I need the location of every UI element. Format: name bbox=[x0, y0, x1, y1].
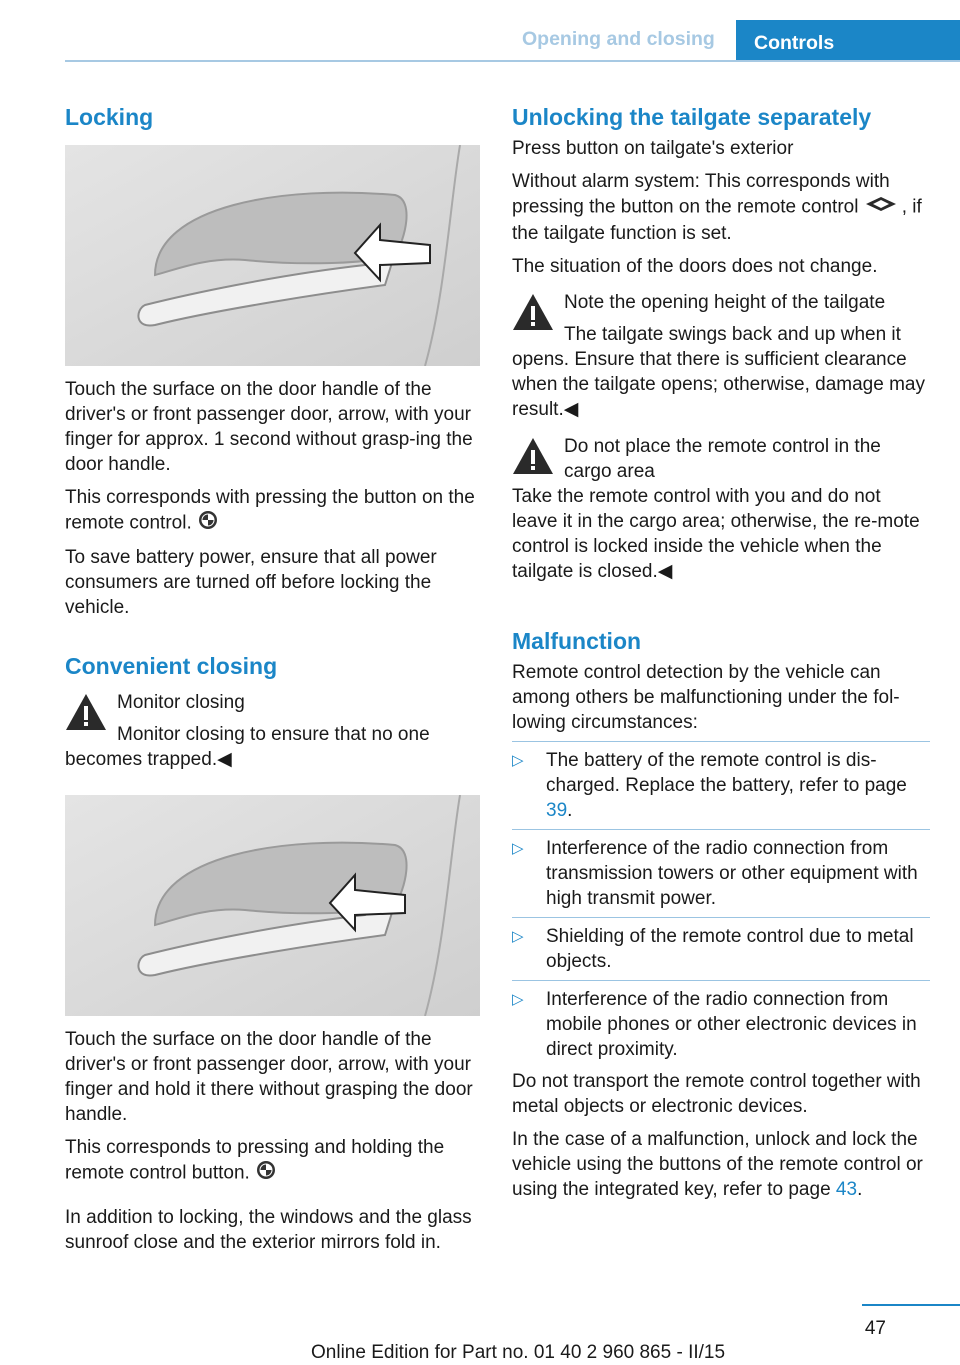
bullet-divider bbox=[512, 980, 930, 981]
convenient-paragraph-3: In addition to locking, the windows and the glass sunroof close and the exterior mirrors fold in. bbox=[65, 1207, 472, 1253]
bullet-marker-icon: ▷ bbox=[512, 840, 524, 857]
warning-1-title: Note the opening height of the tailgate bbox=[564, 292, 886, 313]
footer-rule bbox=[862, 1304, 960, 1306]
header-section-title: Opening and closing bbox=[522, 28, 715, 50]
malfunction-paragraph-2: Do not transport the remote control together with metal objects or electronic devices. bbox=[512, 1071, 921, 1117]
tailgate-paragraph-2 bbox=[512, 169, 930, 246]
warning-cargo-area bbox=[512, 434, 930, 484]
header-rule bbox=[65, 60, 960, 62]
bullet-divider bbox=[512, 917, 930, 918]
page-number: 47 bbox=[864, 1318, 886, 1339]
page-link-43[interactable]: 43 bbox=[835, 1179, 858, 1200]
door-handle-image-1 bbox=[65, 145, 480, 366]
convenient-paragraph-2-text: This corresponds to pressing and holding the remote control button. bbox=[65, 1137, 445, 1184]
list-item-4-text: Interference of the radio connection from mobile phones or other electronic devices in direct proximity. bbox=[546, 989, 917, 1060]
bullet-marker-icon: ▷ bbox=[512, 991, 524, 1008]
list-item-3-text: Shielding of the remote control due to metal objects. bbox=[546, 926, 914, 972]
list-item bbox=[512, 987, 930, 1062]
locking-text-block bbox=[65, 377, 485, 620]
bmw-logo-icon bbox=[197, 510, 219, 537]
convenient-paragraph-2 bbox=[65, 1135, 485, 1187]
page-link-39[interactable]: 39 bbox=[546, 800, 568, 821]
tailgate-button-icon bbox=[864, 194, 898, 221]
locking-paragraph-1: Touch the surface on the door handle of the driver's or front passenger door, arrow, with your finger for approx. 1 second without grasp‐ing the door handle. bbox=[65, 379, 473, 475]
warning-2-body: Take the remote control with you and do not leave it in the cargo area; otherwise, the re‐mote control is locked inside the vehicle when the tailgate is closed.◀ bbox=[512, 486, 920, 582]
malfunction-paragraph-3-period: . bbox=[857, 1179, 863, 1200]
malfunction-paragraph-3 bbox=[512, 1127, 930, 1202]
list-item-text bbox=[546, 748, 930, 823]
convenient-paragraph-1: Touch the surface on the door handle of the driver's or front passenger door, arrow, with your finger and hold it there without grasping the door handle. bbox=[65, 1029, 473, 1125]
tailgate-paragraph-2-tail: , if the tailgate function is set. bbox=[512, 196, 922, 244]
warning-monitor-closing bbox=[65, 690, 485, 715]
bmw-logo-icon bbox=[255, 1160, 277, 1187]
list-item-2-text: Interference of the radio connection from transmission towers or other equipment with high transmit power. bbox=[546, 838, 918, 909]
list-item-1-text: The battery of the remote control is dis‐charged. Replace the battery, refer to page bbox=[546, 750, 907, 796]
warning-1-body: The tailgate swings back and up when it opens. Ensure that there is sufficient clearance when the tailgate opens; otherwise, damage may result.◀ bbox=[512, 324, 925, 420]
bullet-marker-icon: ▷ bbox=[512, 928, 524, 945]
warning-triangle-icon bbox=[512, 292, 554, 332]
locking-heading: Locking bbox=[65, 104, 154, 130]
locking-paragraph-2-text: This corresponds with pressing the button on the remote control. bbox=[65, 487, 475, 534]
warning-opening-height bbox=[512, 290, 930, 315]
locking-paragraph-2 bbox=[65, 485, 485, 537]
tailgate-paragraph-1: Press button on tailgate's exterior bbox=[512, 138, 794, 159]
header-chapter-tab: Controls bbox=[736, 20, 960, 62]
tailgate-paragraph-2-text: Without alarm system: This corresponds with pressing the button on the remote control bbox=[512, 171, 890, 218]
door-handle-illustration-2 bbox=[65, 795, 480, 1016]
door-handle-image-2 bbox=[65, 795, 480, 1016]
bullet-divider bbox=[512, 829, 930, 830]
list-item bbox=[512, 748, 930, 823]
malfunction-heading: Malfunction bbox=[512, 628, 642, 654]
bullet-divider bbox=[512, 741, 930, 742]
warning-body-block bbox=[65, 722, 485, 772]
warning-2-title: Do not place the remote control in the cargo area bbox=[564, 436, 881, 482]
convenient-closing-heading: Convenient closing bbox=[65, 653, 278, 679]
list-item bbox=[512, 924, 930, 974]
list-item bbox=[512, 836, 930, 911]
warning-triangle-icon bbox=[512, 436, 554, 476]
list-item-1-period: . bbox=[567, 800, 573, 821]
locking-paragraph-3: To save battery power, ensure that all power consumers are turned off before locking the vehicle. bbox=[65, 547, 437, 618]
warning-title: Monitor closing bbox=[117, 692, 245, 713]
malfunction-paragraph-3-text: In the case of a malfunction, unlock and lock the vehicle using the buttons of the remote control or using the integrated key, refer to page bbox=[512, 1129, 923, 1200]
warning-body: Monitor closing to ensure that no one becomes trapped.◀ bbox=[65, 724, 430, 770]
malfunction-block bbox=[512, 627, 930, 1202]
locking-heading-block bbox=[65, 103, 485, 131]
tailgate-heading: Unlocking the tailgate separately bbox=[512, 104, 872, 130]
malfunction-intro: Remote control detection by the vehicle can among others be malfunctioning under the fol‐lowing circumstances: bbox=[512, 662, 900, 733]
tailgate-block bbox=[512, 103, 930, 584]
tailgate-paragraph-3: The situation of the doors does not change. bbox=[512, 256, 878, 277]
footer-edition: Online Edition for Part no. 01 40 2 960 865 - II/15 bbox=[311, 1342, 726, 1363]
convenient-text-block bbox=[65, 1027, 485, 1255]
door-handle-illustration-1 bbox=[65, 145, 480, 366]
bullet-marker-icon: ▷ bbox=[512, 752, 524, 769]
convenient-closing-block bbox=[65, 652, 485, 722]
